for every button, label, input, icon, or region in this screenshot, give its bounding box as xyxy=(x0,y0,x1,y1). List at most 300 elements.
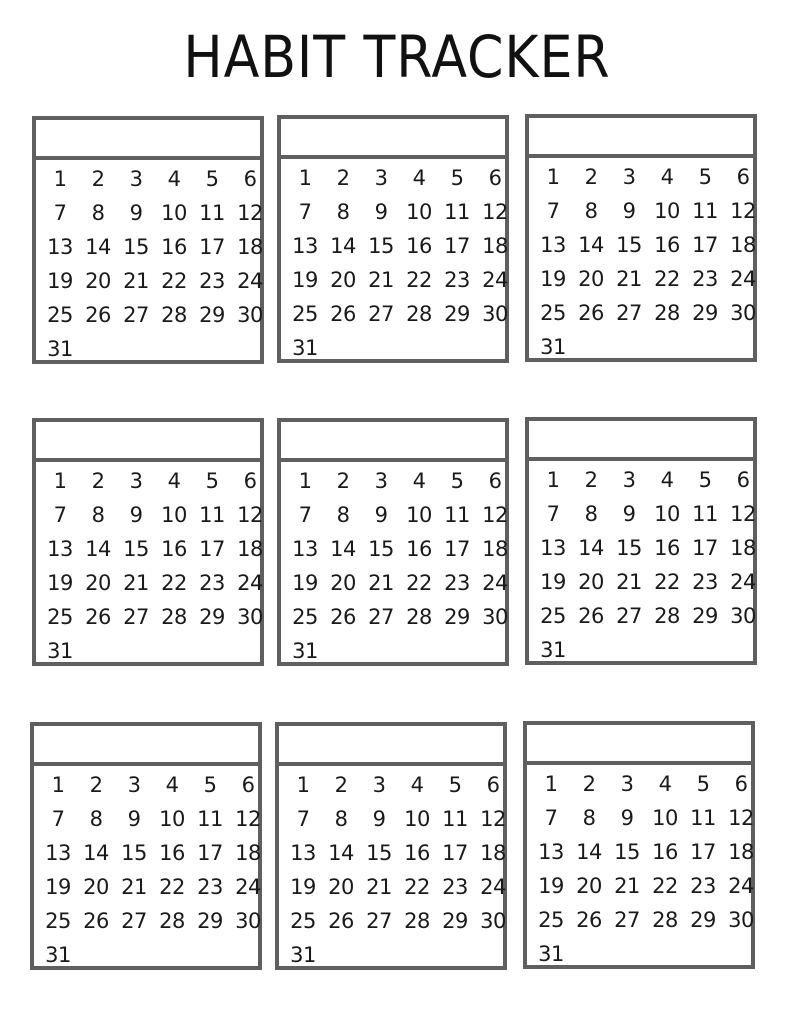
day-27[interactable]: 27 xyxy=(366,909,392,933)
day-5[interactable]: 5 xyxy=(450,469,464,493)
day-25[interactable]: 25 xyxy=(538,908,564,932)
day-7[interactable]: 7 xyxy=(298,200,312,224)
day-15[interactable]: 15 xyxy=(366,841,392,865)
day-21[interactable]: 21 xyxy=(121,875,147,899)
day-25[interactable]: 25 xyxy=(540,604,566,628)
day-2[interactable]: 2 xyxy=(584,165,598,189)
day-10[interactable]: 10 xyxy=(654,199,680,223)
day-12[interactable]: 12 xyxy=(730,199,756,223)
day-26[interactable]: 26 xyxy=(330,605,356,629)
day-3[interactable]: 3 xyxy=(620,772,634,796)
day-18[interactable]: 18 xyxy=(730,233,756,257)
day-7[interactable]: 7 xyxy=(296,807,310,831)
day-9[interactable]: 9 xyxy=(129,201,143,225)
day-21[interactable]: 21 xyxy=(366,875,392,899)
day-24[interactable]: 24 xyxy=(730,570,756,594)
day-2[interactable]: 2 xyxy=(334,773,348,797)
day-23[interactable]: 23 xyxy=(444,571,470,595)
day-10[interactable]: 10 xyxy=(159,807,185,831)
day-31[interactable]: 31 xyxy=(540,335,566,359)
day-6[interactable]: 6 xyxy=(736,165,750,189)
day-5[interactable]: 5 xyxy=(696,772,710,796)
day-25[interactable]: 25 xyxy=(292,302,318,326)
day-23[interactable]: 23 xyxy=(444,268,470,292)
day-29[interactable]: 29 xyxy=(444,605,470,629)
day-9[interactable]: 9 xyxy=(374,503,388,527)
day-1[interactable]: 1 xyxy=(298,469,312,493)
day-20[interactable]: 20 xyxy=(330,571,356,595)
day-18[interactable]: 18 xyxy=(235,841,261,865)
day-23[interactable]: 23 xyxy=(197,875,223,899)
day-23[interactable]: 23 xyxy=(692,267,718,291)
day-31[interactable]: 31 xyxy=(538,942,564,966)
day-5[interactable]: 5 xyxy=(205,469,219,493)
day-12[interactable]: 12 xyxy=(730,502,756,526)
day-6[interactable]: 6 xyxy=(488,166,502,190)
day-3[interactable]: 3 xyxy=(374,469,388,493)
day-6[interactable]: 6 xyxy=(736,468,750,492)
day-16[interactable]: 16 xyxy=(161,235,187,259)
day-4[interactable]: 4 xyxy=(410,773,424,797)
day-21[interactable]: 21 xyxy=(616,570,642,594)
page-title: HABIT TRACKER xyxy=(183,23,611,91)
day-10[interactable]: 10 xyxy=(404,807,430,831)
day-31[interactable]: 31 xyxy=(540,638,566,662)
day-9[interactable]: 9 xyxy=(622,199,636,223)
day-29[interactable]: 29 xyxy=(442,909,468,933)
day-grid xyxy=(36,462,263,668)
day-19[interactable]: 19 xyxy=(47,571,73,595)
day-15[interactable]: 15 xyxy=(616,233,642,257)
day-24[interactable]: 24 xyxy=(730,267,756,291)
day-23[interactable]: 23 xyxy=(199,571,225,595)
day-3[interactable]: 3 xyxy=(622,468,636,492)
day-25[interactable]: 25 xyxy=(292,605,318,629)
day-5[interactable]: 5 xyxy=(203,773,217,797)
day-2[interactable]: 2 xyxy=(336,469,350,493)
day-1[interactable]: 1 xyxy=(296,773,310,797)
day-19[interactable]: 19 xyxy=(540,570,566,594)
day-22[interactable]: 22 xyxy=(161,571,187,595)
day-29[interactable]: 29 xyxy=(692,301,718,325)
day-8[interactable]: 8 xyxy=(336,503,350,527)
day-16[interactable]: 16 xyxy=(654,536,680,560)
day-9[interactable]: 9 xyxy=(374,200,388,224)
day-28[interactable]: 28 xyxy=(652,908,678,932)
day-28[interactable]: 28 xyxy=(654,604,680,628)
day-26[interactable]: 26 xyxy=(85,605,111,629)
day-8[interactable]: 8 xyxy=(91,201,105,225)
day-4[interactable]: 4 xyxy=(660,468,674,492)
day-10[interactable]: 10 xyxy=(652,806,678,830)
habit-name-field[interactable] xyxy=(281,422,505,462)
day-15[interactable]: 15 xyxy=(368,537,394,561)
day-22[interactable]: 22 xyxy=(404,875,430,899)
day-4[interactable]: 4 xyxy=(658,772,672,796)
day-8[interactable]: 8 xyxy=(584,502,598,526)
day-13[interactable]: 13 xyxy=(540,536,566,560)
day-11[interactable]: 11 xyxy=(197,807,223,831)
day-5[interactable]: 5 xyxy=(698,468,712,492)
day-24[interactable]: 24 xyxy=(235,875,261,899)
day-20[interactable]: 20 xyxy=(85,571,111,595)
day-23[interactable]: 23 xyxy=(692,570,718,594)
day-14[interactable]: 14 xyxy=(85,235,111,259)
day-14[interactable]: 14 xyxy=(328,841,354,865)
day-13[interactable]: 13 xyxy=(45,841,71,865)
day-8[interactable]: 8 xyxy=(336,200,350,224)
day-5[interactable]: 5 xyxy=(448,773,462,797)
day-25[interactable]: 25 xyxy=(290,909,316,933)
day-19[interactable]: 19 xyxy=(290,875,316,899)
day-2[interactable]: 2 xyxy=(89,773,103,797)
day-27[interactable]: 27 xyxy=(123,605,149,629)
day-8[interactable]: 8 xyxy=(334,807,348,831)
day-1[interactable]: 1 xyxy=(53,167,67,191)
day-4[interactable]: 4 xyxy=(412,166,426,190)
day-13[interactable]: 13 xyxy=(47,235,73,259)
day-27[interactable]: 27 xyxy=(368,302,394,326)
day-22[interactable]: 22 xyxy=(654,267,680,291)
day-12[interactable]: 12 xyxy=(480,807,506,831)
day-15[interactable]: 15 xyxy=(123,235,149,259)
day-20[interactable]: 20 xyxy=(578,267,604,291)
day-21[interactable]: 21 xyxy=(368,571,394,595)
day-10[interactable]: 10 xyxy=(406,503,432,527)
day-25[interactable]: 25 xyxy=(47,303,73,327)
day-26[interactable]: 26 xyxy=(85,303,111,327)
day-9[interactable]: 9 xyxy=(129,503,143,527)
day-30[interactable]: 30 xyxy=(482,605,508,629)
day-9[interactable]: 9 xyxy=(372,807,386,831)
day-30[interactable]: 30 xyxy=(482,302,508,326)
day-30[interactable]: 30 xyxy=(730,301,756,325)
day-18[interactable]: 18 xyxy=(237,537,263,561)
day-1[interactable]: 1 xyxy=(546,468,560,492)
day-6[interactable]: 6 xyxy=(243,167,257,191)
habit-name-field[interactable] xyxy=(36,422,260,462)
day-16[interactable]: 16 xyxy=(406,234,432,258)
day-28[interactable]: 28 xyxy=(654,301,680,325)
day-19[interactable]: 19 xyxy=(538,874,564,898)
day-21[interactable]: 21 xyxy=(616,267,642,291)
day-20[interactable]: 20 xyxy=(85,269,111,293)
day-1[interactable]: 1 xyxy=(51,773,65,797)
day-28[interactable]: 28 xyxy=(161,303,187,327)
day-grid xyxy=(529,158,756,364)
day-3[interactable]: 3 xyxy=(129,167,143,191)
day-4[interactable]: 4 xyxy=(167,469,181,493)
day-27[interactable]: 27 xyxy=(123,303,149,327)
day-5[interactable]: 5 xyxy=(450,166,464,190)
day-31[interactable]: 31 xyxy=(47,639,73,663)
day-17[interactable]: 17 xyxy=(692,233,718,257)
day-13[interactable]: 13 xyxy=(292,537,318,561)
day-18[interactable]: 18 xyxy=(730,536,756,560)
habit-name-field[interactable] xyxy=(36,120,260,160)
day-4[interactable]: 4 xyxy=(660,165,674,189)
day-8[interactable]: 8 xyxy=(91,503,105,527)
day-3[interactable]: 3 xyxy=(127,773,141,797)
day-2[interactable]: 2 xyxy=(584,468,598,492)
day-31[interactable]: 31 xyxy=(45,943,71,967)
day-2[interactable]: 2 xyxy=(91,167,105,191)
day-2[interactable]: 2 xyxy=(91,469,105,493)
day-27[interactable]: 27 xyxy=(121,909,147,933)
day-18[interactable]: 18 xyxy=(237,235,263,259)
day-28[interactable]: 28 xyxy=(406,605,432,629)
habit-tracker-card-3 xyxy=(525,114,757,362)
day-30[interactable]: 30 xyxy=(730,604,756,628)
day-26[interactable]: 26 xyxy=(578,301,604,325)
day-29[interactable]: 29 xyxy=(692,604,718,628)
habit-name-field[interactable] xyxy=(281,119,505,159)
day-26[interactable]: 26 xyxy=(83,909,109,933)
day-15[interactable]: 15 xyxy=(614,840,640,864)
day-14[interactable]: 14 xyxy=(83,841,109,865)
day-14[interactable]: 14 xyxy=(578,233,604,257)
day-20[interactable]: 20 xyxy=(578,570,604,594)
day-18[interactable]: 18 xyxy=(728,840,754,864)
day-19[interactable]: 19 xyxy=(47,269,73,293)
day-31[interactable]: 31 xyxy=(292,639,318,663)
day-31[interactable]: 31 xyxy=(292,336,318,360)
day-22[interactable]: 22 xyxy=(159,875,185,899)
day-7[interactable]: 7 xyxy=(53,201,67,225)
day-6[interactable]: 6 xyxy=(486,773,500,797)
day-22[interactable]: 22 xyxy=(654,570,680,594)
day-grid xyxy=(36,160,263,366)
habit-tracker-card-8 xyxy=(275,722,507,970)
day-18[interactable]: 18 xyxy=(482,537,508,561)
day-29[interactable]: 29 xyxy=(199,303,225,327)
day-27[interactable]: 27 xyxy=(368,605,394,629)
day-26[interactable]: 26 xyxy=(330,302,356,326)
day-17[interactable]: 17 xyxy=(690,840,716,864)
habit-name-field[interactable] xyxy=(527,725,751,765)
day-11[interactable]: 11 xyxy=(692,199,718,223)
day-8[interactable]: 8 xyxy=(584,199,598,223)
day-16[interactable]: 16 xyxy=(161,537,187,561)
day-5[interactable]: 5 xyxy=(205,167,219,191)
day-30[interactable]: 30 xyxy=(728,908,754,932)
day-12[interactable]: 12 xyxy=(237,201,263,225)
day-20[interactable]: 20 xyxy=(83,875,109,899)
day-21[interactable]: 21 xyxy=(123,269,149,293)
day-12[interactable]: 12 xyxy=(728,806,754,830)
day-8[interactable]: 8 xyxy=(582,806,596,830)
day-13[interactable]: 13 xyxy=(540,233,566,257)
day-10[interactable]: 10 xyxy=(406,200,432,224)
day-11[interactable]: 11 xyxy=(444,503,470,527)
day-10[interactable]: 10 xyxy=(161,503,187,527)
day-20[interactable]: 20 xyxy=(576,874,602,898)
day-24[interactable]: 24 xyxy=(480,875,506,899)
day-30[interactable]: 30 xyxy=(235,909,261,933)
day-7[interactable]: 7 xyxy=(51,807,65,831)
day-16[interactable]: 16 xyxy=(654,233,680,257)
day-19[interactable]: 19 xyxy=(292,571,318,595)
day-28[interactable]: 28 xyxy=(161,605,187,629)
day-4[interactable]: 4 xyxy=(412,469,426,493)
habit-tracker-card-1 xyxy=(32,116,264,364)
day-22[interactable]: 22 xyxy=(652,874,678,898)
day-28[interactable]: 28 xyxy=(404,909,430,933)
day-grid xyxy=(279,766,506,972)
day-14[interactable]: 14 xyxy=(576,840,602,864)
day-21[interactable]: 21 xyxy=(368,268,394,292)
day-15[interactable]: 15 xyxy=(616,536,642,560)
day-5[interactable]: 5 xyxy=(698,165,712,189)
day-26[interactable]: 26 xyxy=(328,909,354,933)
day-20[interactable]: 20 xyxy=(328,875,354,899)
day-17[interactable]: 17 xyxy=(197,841,223,865)
day-14[interactable]: 14 xyxy=(85,537,111,561)
day-27[interactable]: 27 xyxy=(616,604,642,628)
day-14[interactable]: 14 xyxy=(578,536,604,560)
day-27[interactable]: 27 xyxy=(614,908,640,932)
day-3[interactable]: 3 xyxy=(129,469,143,493)
day-16[interactable]: 16 xyxy=(159,841,185,865)
day-3[interactable]: 3 xyxy=(374,166,388,190)
day-17[interactable]: 17 xyxy=(199,235,225,259)
day-29[interactable]: 29 xyxy=(444,302,470,326)
day-17[interactable]: 17 xyxy=(444,537,470,561)
day-4[interactable]: 4 xyxy=(165,773,179,797)
day-26[interactable]: 26 xyxy=(578,604,604,628)
day-17[interactable]: 17 xyxy=(692,536,718,560)
day-4[interactable]: 4 xyxy=(167,167,181,191)
day-7[interactable]: 7 xyxy=(546,502,560,526)
day-29[interactable]: 29 xyxy=(199,605,225,629)
day-12[interactable]: 12 xyxy=(482,503,508,527)
day-6[interactable]: 6 xyxy=(243,469,257,493)
day-10[interactable]: 10 xyxy=(161,201,187,225)
day-1[interactable]: 1 xyxy=(298,166,312,190)
day-31[interactable]: 31 xyxy=(290,943,316,967)
day-11[interactable]: 11 xyxy=(692,502,718,526)
day-7[interactable]: 7 xyxy=(53,503,67,527)
day-17[interactable]: 17 xyxy=(199,537,225,561)
day-25[interactable]: 25 xyxy=(540,301,566,325)
day-grid xyxy=(529,461,756,667)
day-10[interactable]: 10 xyxy=(654,502,680,526)
day-18[interactable]: 18 xyxy=(480,841,506,865)
day-11[interactable]: 11 xyxy=(690,806,716,830)
habit-name-field[interactable] xyxy=(279,726,503,766)
day-9[interactable]: 9 xyxy=(620,806,634,830)
day-17[interactable]: 17 xyxy=(444,234,470,258)
habit-tracker-card-2 xyxy=(277,115,509,363)
day-16[interactable]: 16 xyxy=(652,840,678,864)
day-14[interactable]: 14 xyxy=(330,537,356,561)
day-23[interactable]: 23 xyxy=(690,874,716,898)
habit-tracker-card-6 xyxy=(525,417,757,665)
day-13[interactable]: 13 xyxy=(538,840,564,864)
day-12[interactable]: 12 xyxy=(237,503,263,527)
day-18[interactable]: 18 xyxy=(482,234,508,258)
day-7[interactable]: 7 xyxy=(544,806,558,830)
day-15[interactable]: 15 xyxy=(121,841,147,865)
day-9[interactable]: 9 xyxy=(127,807,141,831)
day-27[interactable]: 27 xyxy=(616,301,642,325)
day-12[interactable]: 12 xyxy=(482,200,508,224)
day-16[interactable]: 16 xyxy=(404,841,430,865)
day-26[interactable]: 26 xyxy=(576,908,602,932)
day-30[interactable]: 30 xyxy=(237,303,263,327)
day-29[interactable]: 29 xyxy=(690,908,716,932)
day-11[interactable]: 11 xyxy=(199,201,225,225)
day-24[interactable]: 24 xyxy=(482,571,508,595)
day-31[interactable]: 31 xyxy=(47,337,73,361)
day-20[interactable]: 20 xyxy=(330,268,356,292)
day-24[interactable]: 24 xyxy=(728,874,754,898)
day-13[interactable]: 13 xyxy=(47,537,73,561)
day-16[interactable]: 16 xyxy=(406,537,432,561)
day-11[interactable]: 11 xyxy=(444,200,470,224)
day-22[interactable]: 22 xyxy=(406,268,432,292)
day-23[interactable]: 23 xyxy=(199,269,225,293)
day-13[interactable]: 13 xyxy=(292,234,318,258)
day-24[interactable]: 24 xyxy=(237,571,263,595)
day-3[interactable]: 3 xyxy=(372,773,386,797)
day-25[interactable]: 25 xyxy=(47,605,73,629)
habit-name-field[interactable] xyxy=(529,118,753,158)
day-2[interactable]: 2 xyxy=(336,166,350,190)
day-11[interactable]: 11 xyxy=(199,503,225,527)
habit-name-field[interactable] xyxy=(34,726,258,766)
day-8[interactable]: 8 xyxy=(89,807,103,831)
day-2[interactable]: 2 xyxy=(582,772,596,796)
day-23[interactable]: 23 xyxy=(442,875,468,899)
habit-tracker-card-7 xyxy=(30,722,262,970)
day-24[interactable]: 24 xyxy=(237,269,263,293)
day-6[interactable]: 6 xyxy=(488,469,502,493)
day-19[interactable]: 19 xyxy=(540,267,566,291)
day-1[interactable]: 1 xyxy=(53,469,67,493)
day-7[interactable]: 7 xyxy=(546,199,560,223)
day-28[interactable]: 28 xyxy=(406,302,432,326)
day-19[interactable]: 19 xyxy=(45,875,71,899)
day-15[interactable]: 15 xyxy=(123,537,149,561)
day-21[interactable]: 21 xyxy=(614,874,640,898)
day-24[interactable]: 24 xyxy=(482,268,508,292)
day-1[interactable]: 1 xyxy=(544,772,558,796)
day-22[interactable]: 22 xyxy=(406,571,432,595)
day-1[interactable]: 1 xyxy=(546,165,560,189)
day-21[interactable]: 21 xyxy=(123,571,149,595)
day-3[interactable]: 3 xyxy=(622,165,636,189)
day-6[interactable]: 6 xyxy=(241,773,255,797)
day-25[interactable]: 25 xyxy=(45,909,71,933)
day-13[interactable]: 13 xyxy=(290,841,316,865)
day-6[interactable]: 6 xyxy=(734,772,748,796)
day-30[interactable]: 30 xyxy=(237,605,263,629)
day-12[interactable]: 12 xyxy=(235,807,261,831)
day-19[interactable]: 19 xyxy=(292,268,318,292)
day-7[interactable]: 7 xyxy=(298,503,312,527)
day-29[interactable]: 29 xyxy=(197,909,223,933)
day-11[interactable]: 11 xyxy=(442,807,468,831)
habit-name-field[interactable] xyxy=(529,421,753,461)
day-17[interactable]: 17 xyxy=(442,841,468,865)
day-15[interactable]: 15 xyxy=(368,234,394,258)
day-9[interactable]: 9 xyxy=(622,502,636,526)
day-22[interactable]: 22 xyxy=(161,269,187,293)
day-30[interactable]: 30 xyxy=(480,909,506,933)
day-14[interactable]: 14 xyxy=(330,234,356,258)
day-28[interactable]: 28 xyxy=(159,909,185,933)
